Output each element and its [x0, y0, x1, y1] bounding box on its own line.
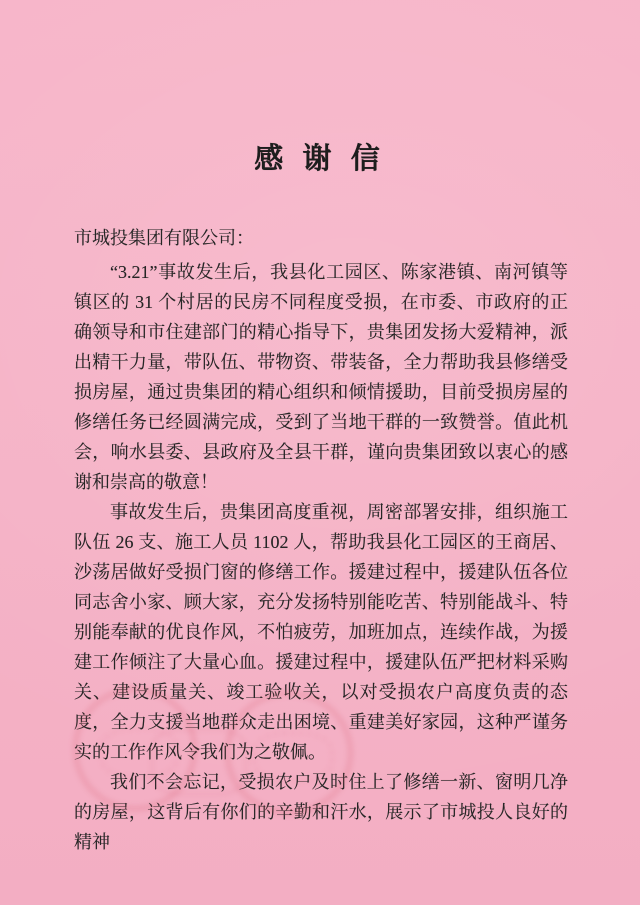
letter-title: 感 谢 信: [254, 143, 386, 175]
salutation-line: 市城投集团有限公司：: [74, 228, 254, 248]
body-paragraph-2: 事故发生后，贵集团高度重视，周密部署安排，组织施工队伍 26 支、施工人员 1102 人，帮助我县化工园区的王商居、沙荡居做好受损门窗的修缮工作。援建过程中，援建队伍各位同志舍小家、顾大家，充分发扬特别能吃苦、特别能战斗、特别能奉献的优良作风，不怕疲劳，加班加点，连续作战，为援建工作倾注了大量心血。援建过程中，援建队伍严把材料采购关、建设质量关、竣工验收关，以对受损农户高度负责的态度，全力支援当地群众走出困境、重建美好家园，这种严谨务实的工作作风令我们为之敬佩。: [74, 502, 568, 762]
body-paragraph-1: “3.21”事故发生后，我县化工园区、陈家港镇、南河镇等镇区的 31 个村居的民房不同程度受损，在市委、市政府的正确领导和市住建部门的精心指导下，贵集团发扬大爱精神，派出精干力量，带队伍、带物资、带装备，全力帮助我县修缮受损房屋，通过贵集团的精心组织和倾情援助，目前受损房屋的修缮任务已经圆满完成，受到了当地干群的一致赞誉。值此机会，响水县委、县政府及全县干群，谨向贵集团致以衷心的感谢和崇高的敬意！: [74, 262, 568, 492]
letter-body: [74, 223, 568, 857]
body-paragraph-3: 我们不会忘记，受损农户及时住上了修缮一新、窗明几净的房屋，这背后有你们的辛勤和汗水，展示了市城投人良好的精神: [74, 772, 568, 852]
